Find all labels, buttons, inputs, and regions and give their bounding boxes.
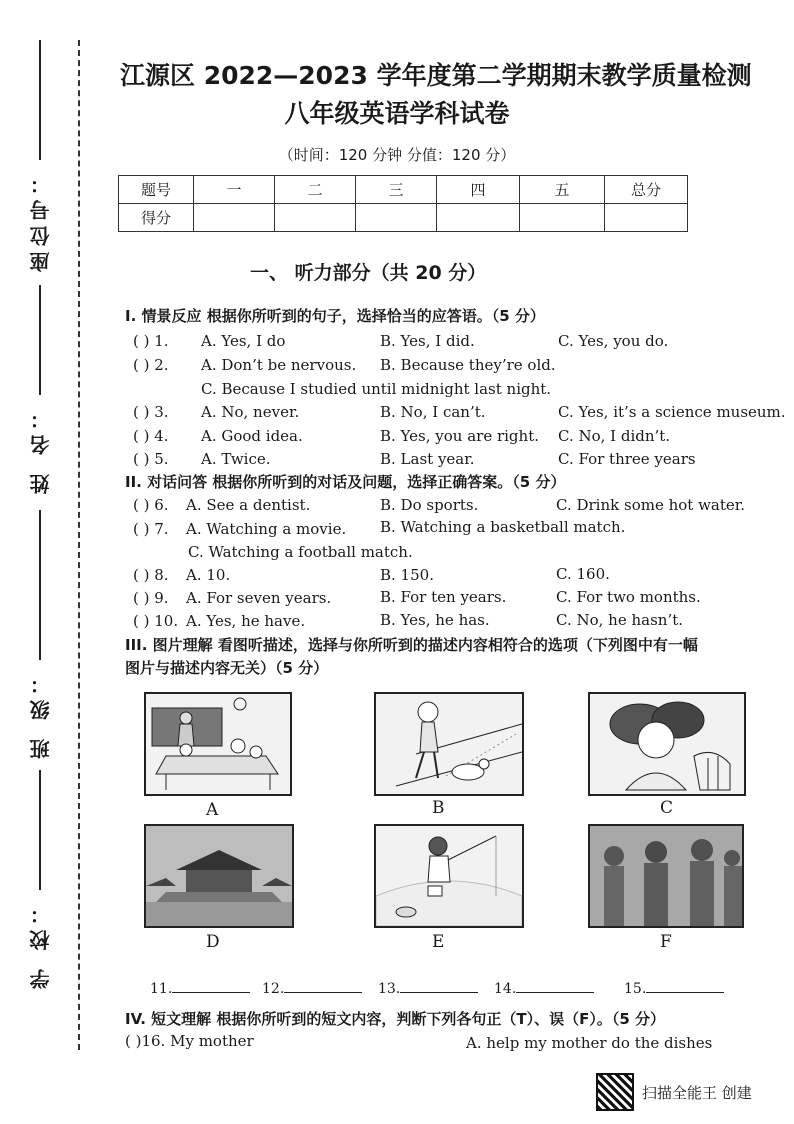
picture-a-classroom — [144, 692, 292, 796]
picture-f-label: F — [660, 932, 672, 952]
q2-option-c: C. Because I studied until midnight last night. — [201, 380, 552, 398]
q5-option-c: C. For three years — [558, 450, 696, 468]
q8-option-a: A. 10. — [186, 566, 231, 584]
q7-option-c: C. Watching a football match. — [188, 543, 413, 561]
q9-option-c: C. For two months. — [556, 588, 701, 606]
picture-d-palace — [144, 824, 294, 928]
blank-14-line[interactable] — [516, 980, 594, 993]
part3-title-cont: 图片与描述内容无关）（5 分） — [125, 659, 329, 677]
q4-option-c: C. No, I didn’t. — [558, 427, 671, 445]
answer-blank-14[interactable] — [494, 980, 594, 997]
picture-a-label: A — [206, 800, 219, 820]
part2-title: II. 对话问答 根据你所听到的对话及问题，选择正确答案。（5 分） — [125, 473, 566, 491]
q1-number[interactable]: ( ) 1. — [133, 332, 169, 350]
blank-14-number: 14. — [494, 981, 517, 997]
score-table — [118, 175, 688, 232]
section-listening-title: 一、 听力部分（共 20 分） — [250, 262, 487, 284]
score-cell[interactable] — [356, 204, 437, 232]
school-field — [18, 770, 62, 989]
q2-number[interactable]: ( ) 2. — [133, 356, 169, 374]
blank-15-line[interactable] — [646, 980, 724, 993]
q4-option-b: B. Yes, you are right. — [380, 427, 539, 445]
class-line — [39, 510, 41, 660]
q5-option-b: B. Last year. — [380, 450, 475, 468]
walking-dog-illustration — [376, 694, 522, 794]
q9-number[interactable]: ( ) 9. — [133, 589, 169, 607]
picture-b-label: B — [432, 798, 445, 818]
picture-e-fishing — [374, 824, 524, 928]
blank-11-number: 11. — [150, 981, 173, 997]
score-col-2: 二 — [275, 176, 356, 204]
q10-option-c: C. No, he hasn’t. — [556, 611, 684, 629]
q5-option-a: A. Twice. — [201, 450, 271, 468]
scanner-watermark-text: 扫描全能王 创建 — [642, 1083, 752, 1102]
school-label: 学 校： — [28, 898, 53, 989]
score-cell[interactable] — [437, 204, 520, 232]
q6-option-c: C. Drink some hot water. — [556, 496, 746, 514]
q7-number[interactable]: ( ) 7. — [133, 520, 169, 538]
picture-c-sick-boy — [588, 692, 746, 796]
q2-option-a: A. Don’t be nervous. — [201, 356, 357, 374]
q6-option-a: A. See a dentist. — [186, 496, 311, 514]
class-label: 班 级： — [28, 668, 53, 759]
answer-blank-15[interactable] — [624, 980, 724, 997]
classroom-illustration — [146, 694, 290, 794]
blank-11-line[interactable] — [172, 980, 250, 993]
answer-blank-11[interactable] — [150, 980, 250, 997]
score-col-5: 五 — [520, 176, 605, 204]
q10-option-a: A. Yes, he have. — [186, 612, 306, 630]
picture-f-terracotta-warriors — [588, 824, 744, 928]
picture-e-label: E — [432, 932, 445, 952]
sick-boy-illustration — [590, 694, 744, 794]
score-cell[interactable] — [605, 204, 688, 232]
q10-number[interactable]: ( ) 10. — [133, 612, 179, 630]
picture-d-label: D — [206, 932, 220, 952]
terracotta-warriors-illustration — [590, 826, 742, 926]
q7-option-a: A. Watching a movie. — [186, 520, 347, 538]
q1-option-b: B. Yes, I did. — [380, 332, 475, 350]
part3-title: III. 图片理解 看图听描述，选择与你所听到的描述内容相符合的选项（下列图中有一幅 — [125, 636, 698, 654]
q6-number[interactable]: ( ) 6. — [133, 496, 169, 514]
q8-option-b: B. 150. — [380, 566, 434, 584]
q3-number[interactable]: ( ) 3. — [133, 403, 169, 421]
name-line — [39, 285, 41, 395]
q1-option-a: A. Yes, I do — [201, 332, 286, 350]
name-label: 姓 名： — [28, 403, 53, 494]
score-table-header-label: 题号 — [119, 176, 194, 204]
blank-12-line[interactable] — [284, 980, 362, 993]
q4-number[interactable]: ( ) 4. — [133, 427, 169, 445]
score-table-score-row — [119, 204, 688, 232]
blank-15-number: 15. — [624, 981, 647, 997]
q9-option-a: A. For seven years. — [186, 589, 332, 607]
score-cell[interactable] — [194, 204, 275, 232]
q10-option-b: B. Yes, he has. — [380, 611, 490, 629]
score-col-4: 四 — [437, 176, 520, 204]
picture-c-label: C — [660, 798, 674, 818]
q3-option-a: A. No, never. — [201, 403, 300, 421]
q3-option-c: C. Yes, it’s a science museum. — [558, 403, 786, 421]
score-col-total: 总分 — [605, 176, 688, 204]
q16-number[interactable]: ( )16. My mother — [125, 1032, 254, 1050]
picture-b-walking-dog — [374, 692, 524, 796]
seat-label: 座位号： — [28, 168, 53, 272]
answer-blank-12[interactable] — [262, 980, 362, 997]
q3-option-b: B. No, I can’t. — [380, 403, 486, 421]
class-field — [18, 510, 62, 759]
qr-code-icon — [596, 1073, 634, 1111]
q2-option-b: B. Because they’re old. — [380, 356, 556, 374]
blank-12-number: 12. — [262, 981, 285, 997]
palace-illustration — [146, 826, 292, 926]
scanner-watermark — [596, 1073, 752, 1111]
fishing-illustration — [376, 826, 522, 926]
part1-title: I. 情景反应 根据你所听到的句子，选择恰当的应答语。（5 分） — [125, 307, 545, 325]
q9-option-b: B. For ten years. — [380, 588, 507, 606]
score-cell[interactable] — [520, 204, 605, 232]
exam-subject-title: 八年级英语学科试卷 — [284, 99, 510, 128]
q8-option-c: C. 160. — [556, 565, 610, 583]
score-table-header-row — [119, 176, 688, 204]
q4-option-a: A. Good idea. — [201, 427, 303, 445]
school-line — [39, 770, 41, 890]
q8-number[interactable]: ( ) 8. — [133, 566, 169, 584]
exam-time-score: （时间：120 分钟 分值：120 分） — [278, 146, 516, 164]
q6-option-b: B. Do sports. — [380, 496, 479, 514]
score-col-1: 一 — [194, 176, 275, 204]
blank-13-line[interactable] — [400, 980, 478, 993]
score-col-3: 三 — [356, 176, 437, 204]
name-field — [18, 285, 62, 494]
score-cell[interactable] — [275, 204, 356, 232]
q1-option-c: C. Yes, you do. — [558, 332, 669, 350]
q5-number[interactable]: ( ) 5. — [133, 450, 169, 468]
q7-option-b: B. Watching a basketball match. — [380, 518, 626, 536]
score-row-label: 得分 — [119, 204, 194, 232]
blank-13-number: 13. — [378, 981, 401, 997]
exam-title: 江源区 2022—2023 学年度第二学期期末教学质量检测 — [120, 61, 752, 90]
part4-title: IV. 短文理解 根据你所听到的短文内容，判断下列各句正（T）、误（F）。（5 分） — [125, 1010, 666, 1028]
binding-line — [78, 40, 80, 1050]
answer-blank-13[interactable] — [378, 980, 478, 997]
q16-option-a: A. help my mother do the dishes — [466, 1034, 713, 1052]
